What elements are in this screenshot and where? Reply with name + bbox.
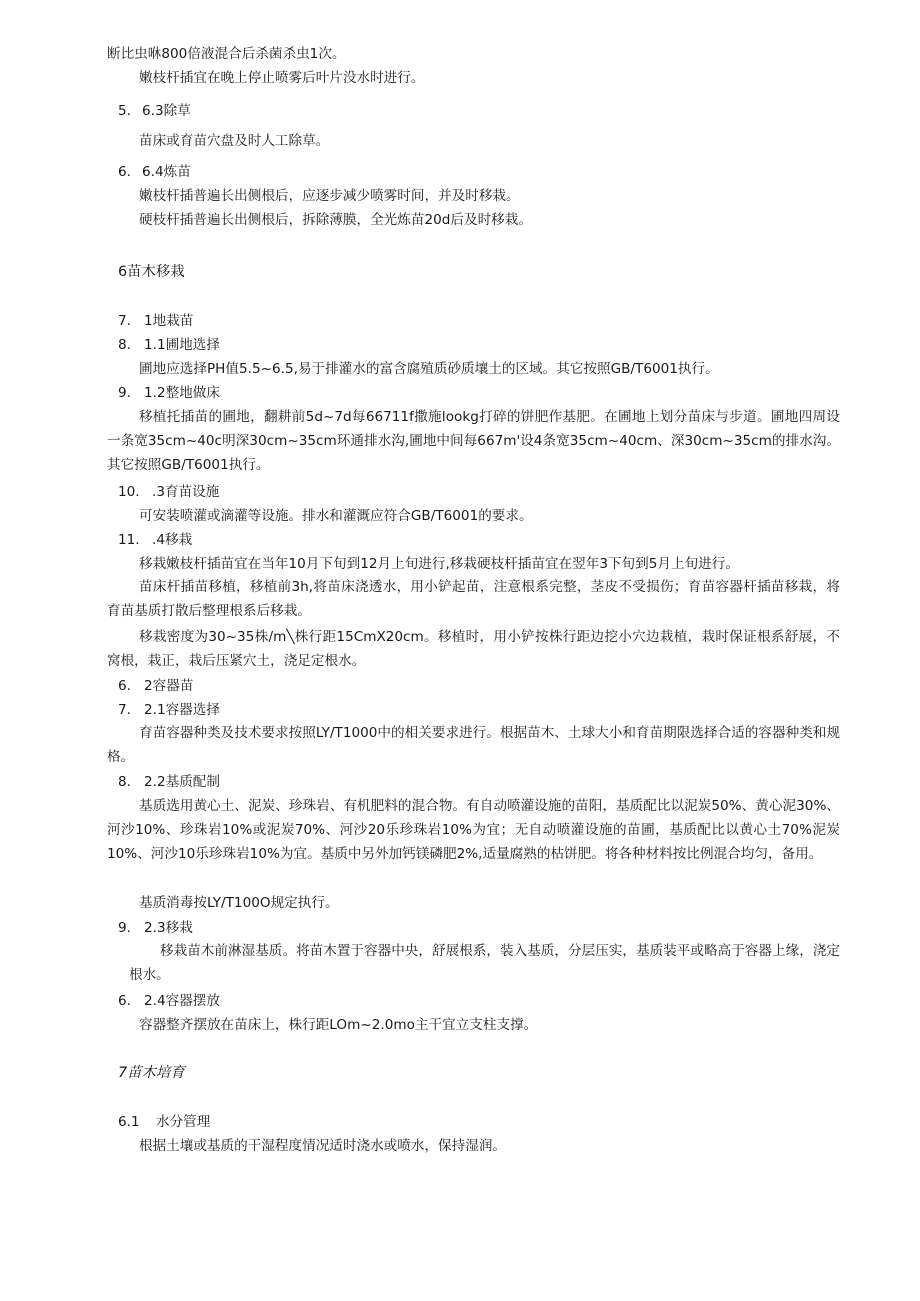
body-line: 嫩枝杆插普遍长出侧根后，应逐步减少喷雾时间，并及时移栽。 bbox=[139, 188, 520, 204]
list-number: 5. bbox=[118, 103, 131, 119]
list-number: 6. bbox=[118, 993, 131, 1009]
section-heading: 1.1圃地选择 bbox=[144, 337, 220, 353]
body-line: 嫩枝杆插宜在晚上停止喷雾后叶片没水时进行。 bbox=[139, 70, 425, 86]
body-paragraph: 基质选用黄心土、泥炭、珍珠岩、有机肥料的混合物。有自动喷灌设施的苗阳，基质配比以泥炭50%、黄心泥30%、河沙10%、珍珠岩10%或泥炭70%、河沙20乐珍珠岩10%为宜；无自动喷灌设施的苗圃，基质配比以黄心土70%泥炭10%、河沙10乐珍珠岩10%为宜。基质中另外加钙镁磷肥2%,适量腐熟的枯饼肥。将各种材料按比例混合均匀，备用。 bbox=[107, 798, 840, 862]
section-heading: 6.4炼苗 bbox=[142, 164, 191, 180]
list-number: 7. bbox=[118, 702, 131, 718]
section-heading: 2容器苗 bbox=[144, 678, 194, 694]
body-line: 移栽嫩枝杆插苗宜在当年10月下旬到12月上旬进行,移栽硬枝杆插苗宜在翌年3下旬到5月上旬进行。 bbox=[139, 556, 739, 572]
list-number: 7. bbox=[118, 313, 131, 329]
body-paragraph: 移植托插苗的圃地，翻耕前5d~7d每66711f撒施lookg打碎的饼肥作基肥。在圃地上划分苗床与步道。圃地四周设一条宽35cm~40c明深30cm~35cm环通排水沟,圃地中间每667m'设4条宽35cm~40cm、深30cm~35cm的排水沟。其它按照GB/T6001执行。 bbox=[107, 409, 840, 473]
list-number: 8. bbox=[118, 774, 131, 790]
section-heading: .3育苗设施 bbox=[152, 484, 220, 500]
body-line: 断比虫咻800倍液混合后杀菌杀虫1次。 bbox=[107, 46, 346, 62]
section-heading: 6.3除草 bbox=[142, 103, 191, 119]
list-number: 6.1 bbox=[118, 1114, 140, 1130]
list-number: 8. bbox=[118, 337, 131, 353]
body-paragraph: 移栽苗木前淋湿基质。将苗木置于容器中央，舒展根系，装入基质，分层压实，基质装平或略高于容器上缘，浇定根水。 bbox=[129, 943, 840, 983]
section-heading: 2.3移栽 bbox=[144, 920, 193, 936]
list-number: 11. bbox=[118, 532, 140, 548]
body-line: 容器整齐摆放在苗床上，株行距LOm~2.0mo主干宜立支柱支撑。 bbox=[139, 1017, 538, 1033]
list-number: 10. bbox=[118, 484, 140, 500]
section-heading: 水分管理 bbox=[156, 1114, 211, 1130]
body-line: 基质消毒按LY/T100O规定执行。 bbox=[139, 895, 339, 911]
list-number: 6. bbox=[118, 164, 131, 180]
section-heading: 1.2整地做床 bbox=[144, 385, 220, 401]
list-number: 9. bbox=[118, 385, 131, 401]
section-heading: 2.4容器摆放 bbox=[144, 993, 220, 1009]
body-line: 苗床或育苗穴盘及时人工除草。 bbox=[139, 133, 330, 149]
list-number: 9. bbox=[118, 920, 131, 936]
section-heading: .4移栽 bbox=[152, 532, 193, 548]
chapter-heading: 7苗木培育 bbox=[118, 1065, 185, 1081]
body-paragraph: 育苗容器种类及技术要求按照LY/T1000中的相关要求进行。根据苗木、土球大小和育苗期限选择合适的容器种类和规格。 bbox=[107, 725, 840, 765]
body-line: 硬枝杆插普遍长出侧根后，拆除薄膜，全光炼苗20d后及时移栽。 bbox=[139, 212, 532, 228]
section-heading: 1地栽苗 bbox=[144, 313, 194, 329]
list-number: 6. bbox=[118, 678, 131, 694]
body-line: 根据土壤或基质的干湿程度情况适时浇水或喷水，保持湿润。 bbox=[139, 1138, 507, 1154]
body-line: 圃地应选择PH值5.5~6.5,易于排灌水的富含腐殖质砂质壤土的区域。其它按照GB/T6001执行。 bbox=[139, 361, 719, 377]
section-heading: 2.1容器选择 bbox=[144, 702, 220, 718]
body-line: 可安装喷灌或滴灌等设施。排水和灌溉应符合GB/T6001的要求。 bbox=[139, 508, 533, 524]
body-paragraph: 苗床杆插苗移植，移植前3h,将苗床浇透水，用小铲起苗，注意根系完整，茎皮不受损伤；育苗容器杆插苗移栽，将育苗基质打散后整理根系后移栽。 bbox=[107, 579, 840, 619]
section-heading: 2.2基质配制 bbox=[144, 774, 220, 790]
chapter-heading: 6苗木移栽 bbox=[118, 264, 185, 280]
body-paragraph: 移栽密度为30~35株/m╲株行距15CmX20cm。移植时，用小铲按株行距边挖小穴边栽植，栽时保证根系舒展，不窝根，栽正，栽后压紧穴土，浇足定根水。 bbox=[107, 629, 840, 669]
